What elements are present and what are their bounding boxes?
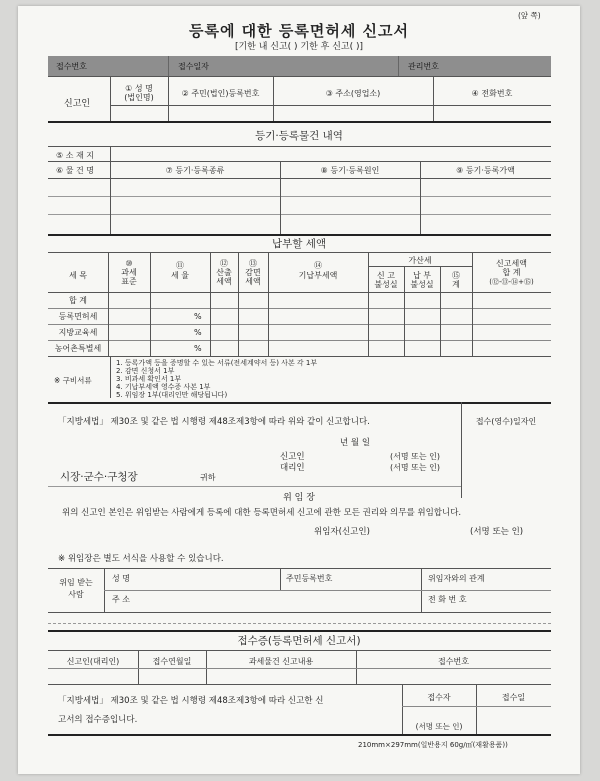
delegate-name-label: 성 명 [112,574,130,583]
receipt-stamp-header: 접수(영수)일자인 [475,417,537,426]
filer-rrn-header: ② 주민(법인)등록번호 [181,89,260,98]
tax-row-education: 지방교육세 [58,328,98,337]
poa-grantor: 위임자(신고인) [314,527,370,537]
agent-signature: (서명 또는 인) [390,463,440,472]
tax-total-line2: 합 계 [502,268,521,277]
tax-col12-number: ⑫ [220,259,228,268]
receipt-content-header: 과세물건 신고내용 [248,657,314,666]
form-subtitle: [기한 내 신고( ) 기한 후 신고( )] [234,42,364,52]
tax-col10-line1: 과세 [121,268,137,277]
tax-row-total: 합 계 [69,296,87,305]
registration-cause-header: ⑧ 등기·등록원인 [320,166,380,175]
tax-col14-label: 기납부세액 [298,271,338,280]
receipt-filer-header: 신고인(대리인) [66,657,120,666]
paper-spec-footer: 210mm×297mm(일반용지 60g/㎡(재활용품)) [358,741,508,749]
page-side-label: (앞 쪽) [518,11,541,20]
delegate-phone-label: 전 화 번 호 [428,595,467,604]
tax-col12-line2: 세액 [216,277,232,286]
declaration-text: 「지방세법」 제30조 및 같은 법 시행령 제48조제3항에 따라 위와 같이 신고합니다. [58,417,370,427]
receipt-text-line2: 고서의 접수증입니다. [58,715,138,725]
tax-col15-label: 계 [452,280,460,289]
receive-date-header: 접수일 [501,693,526,702]
filer-signature: (서명 또는 인) [390,452,440,461]
attachment-4: 4. 기납부세액 영수증 사본 1부 [116,383,211,391]
tax-col10-number: ⑩ [125,259,133,268]
receipt-text-line1: 「지방세법」 제30조 및 같은 법 시행령 제48조제3항에 따라 신고한 신 [58,696,324,706]
addressee: 시장·군수·구청장 [60,471,138,483]
registration-kind-header: ⑦ 등기·등록종류 [165,166,225,175]
attachment-2: 2. 감면 신청서 1부 [116,367,175,375]
form-paper [18,6,580,774]
registration-value-header: ⑨ 등기·등록가액 [456,166,515,175]
registry-heading: 등기·등록물건 내역 [255,130,343,142]
declaration-date: 년 월 일 [340,438,371,448]
tax-col10-line2: 표준 [121,277,137,286]
delegate-address-label: 주 소 [112,595,130,604]
filer-corp-name-header: (법인명) [124,93,154,102]
receipt-header-bar [48,56,551,76]
underreport-line2: 불성실 [374,280,398,289]
delegate-rrn-label: 주민등록번호 [286,574,333,583]
tax-rate-pct-2: % [194,328,202,337]
receiver-signature: (서명 또는 인) [415,722,463,731]
addressee-honorific: 귀하 [200,473,216,482]
tax-col14-number: ⑭ [314,261,322,270]
attachments-label: ※ 구비서류 [54,376,92,385]
tax-row-registration: 등록면허세 [58,312,98,321]
attachment-1: 1. 등록가액 등을 증명할 수 있는 서류(전세계약서 등) 사본 각 1부 [116,359,318,367]
underpay-line1: 납 부 [413,271,431,280]
tax-row-rural: 농어촌특별세 [54,344,102,353]
management-number-label: 관리번호 [408,62,439,71]
poa-grantor-signature: (서명 또는 인) [470,527,524,537]
tax-col13-line2: 세액 [245,277,261,286]
poa-text: 위의 신고인 본인은 위임받는 사람에게 등록에 대한 등록면허세 신고에 관한 모든 권리와 의무를 위임합니다. [62,508,462,518]
surcharge-header: 가산세 [408,256,432,265]
form-title: 등록에 대한 등록면허세 신고서 [188,22,410,40]
tax-rate-pct-3: % [194,344,202,353]
filer-phone-header: ④ 전화번호 [471,89,513,98]
poa-heading: 위 임 장 [283,493,315,503]
delegate-label-2: 사람 [68,590,84,599]
underreport-line1: 신 고 [377,271,395,280]
declaration-agent: 대리인 [280,463,305,473]
underpay-line2: 불성실 [410,280,434,289]
tax-col13-number: ⑬ [249,259,257,268]
delegate-label-1: 위임 받는 [59,578,93,587]
receipt-slip-heading: 접수증(등록면허세 신고서) [237,635,361,647]
tax-col13-line1: 감면 [245,268,261,277]
tax-col11-number: ⑪ [176,261,184,270]
tax-col15-number: ⑮ [452,271,460,280]
tax-rate-pct-1: % [194,312,202,321]
declaration-filer: 신고인 [280,452,305,462]
receipt-number-header: 접수번호 [438,657,469,666]
location-label: ⑤ 소 재 지 [56,151,94,160]
receipt-number-label: 접수번호 [56,62,87,71]
tax-col11-label: 세 율 [171,271,189,280]
tax-col12-line1: 산출 [216,268,232,277]
receipt-date-label: 접수일자 [178,62,209,71]
filer-label: 신고인 [64,99,91,109]
delegate-relation-label: 위임자와의 관계 [428,574,485,583]
filer-address-header: ③ 주소(영업소) [325,89,381,98]
tax-heading: 납부할 세액 [271,238,327,250]
tax-item-header: 세 목 [69,271,87,280]
poa-note: ※ 위임장은 별도 서식을 사용할 수 있습니다. [58,554,224,564]
receipt-date-header: 접수연월일 [152,657,192,666]
attachment-3: 3. 비과세 확인서 1부 [116,375,182,383]
tax-total-line1: 신고세액 [496,259,527,268]
item-name-label: ⑥ 물 건 명 [56,166,94,175]
attachment-5: 5. 위임장 1부(대리인만 해당됩니다) [116,391,228,399]
filer-name-header: ① 성 명 [125,84,153,93]
tax-total-formula: (⑫-⑬-⑭+⑮) [489,278,534,286]
receiver-header: 접수자 [427,693,451,702]
